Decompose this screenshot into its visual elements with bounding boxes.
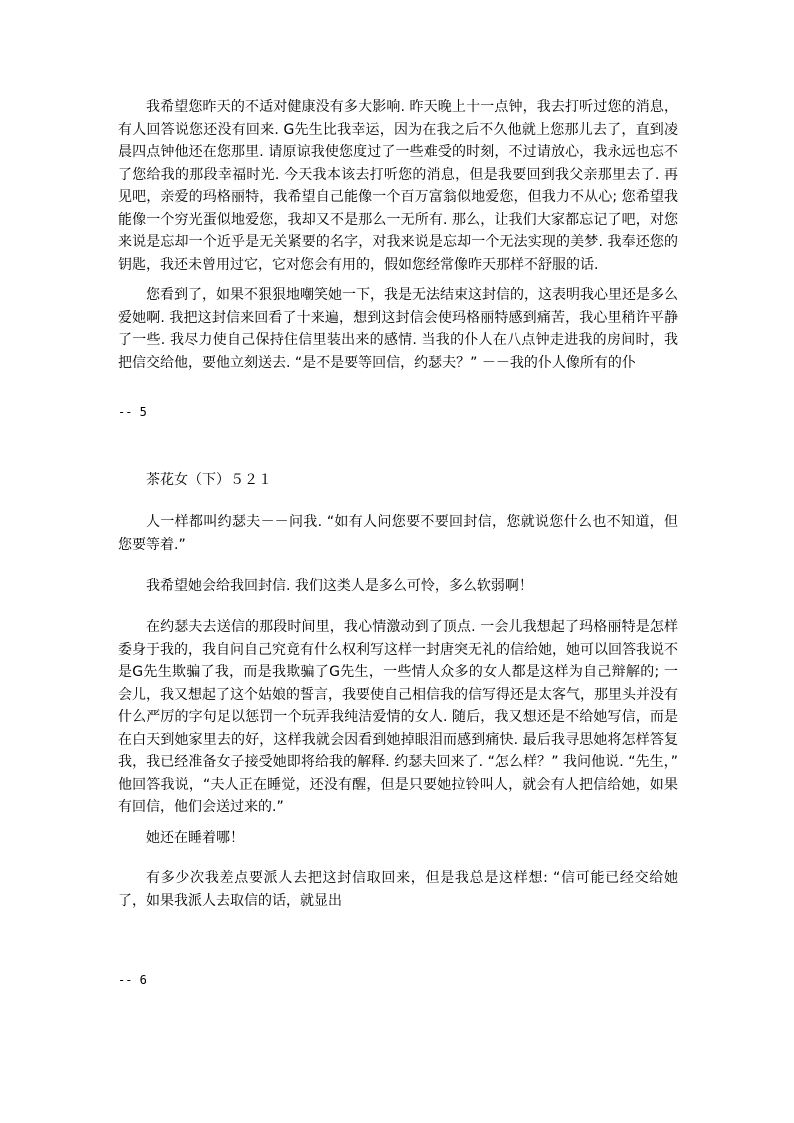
page-number: -- 6 — [118, 973, 147, 987]
paragraph-joseph-question: 人一样都叫约瑟夫－－问我. “如有人问您要不要回封信，您就说您什么也不知道，但您要等着.” — [118, 514, 678, 553]
paragraph-hope-reply: 我希望她会给我回封信. 我们这类人是多么可怜，多么软弱啊！ — [146, 578, 533, 594]
paragraph-still-sleeping: 她还在睡着哪！ — [146, 830, 244, 846]
page-number: -- 5 — [118, 405, 147, 419]
paragraph-waiting: 在约瑟夫去送信的那段时间里，我心情激动到了顶点. 一会儿我想起了玛格丽特是怎样委身于我的，我自问自己究竟有什么权利写这样一封唐突无礼的信给她，她可以回答我说不是G先生欺骗了我，而是我欺骗了G先生，一些情人众多的女人都是这样为自己辩解的; 一会儿，我又想起了这个姑娘的誓言，我要使自己相信我的信写得还是太客气，那里头并没有什么严厉的字句足以惩罚一个玩弄我纯洁爱情的女人. 随后，我又想还是不给她写信，而是在白天到她家里去的好，这样我就会因看到她掉眼泪而感到痛快. 最后我寻思她将怎样答复我，我已经准备女子接受她即将给我的解释. 约瑟夫回来了. “怎么样？” 我问他说. “先生，” 他回答我说，“夫人正在睡觉，还没有醒，但是只要她拉铃叫人，就会有人把信给她，如果有回信，他们会送过来的.” — [118, 619, 678, 815]
paragraph-letter-text: 我希望您昨天的不适对健康没有多大影响. 昨天晚上十一点钟，我去打听过您的消息，有人回答说您还没有回来. G先生比我幸运，因为在我之后不久他就上您那儿去了，直到凌晨四点钟他还在您那里. 请原谅我使您度过了一些难受的时刻，不过请放心，我永远也忘不了您给我的那段幸福时光. 今天我本该去打听您的消息，但是我要回到我父亲那里去了. 再见吧，亲爱的玛格丽特，我希望自己能像一个百万富翁似地爱您，但我力不从心; 您希望我能像一个穷光蛋似地爱您，我却又不是那么一无所有. 那么，让我们大家都忘记了吧，对您来说是忘却一个近乎是无关紧要的名字，对我来说是忘却一个无法实现的美梦. 我奉还您的钥匙，我还未曾用过它，它对您会有用的，假如您经常像昨天那样不舒服的话. — [118, 99, 678, 273]
running-header: 茶花女（下）５２１ — [146, 472, 272, 488]
paragraph-after-letter: 您看到了，如果不狠狠地嘲笑她一下，我是无法结束这封信的，这表明我心里还是多么爱她啊. 我把这封信来回看了十来遍，想到这封信会使玛格丽特感到痛苦，我心里稍许平静了一些. 我尽力使自己保持住信里装出来的感情. 当我的仆人在八点钟走进我的房间时，我把信交给他，要他立刻送去. “是不是要等回信，约瑟夫？” －－我的仆人像所有的仆 — [118, 287, 678, 371]
paragraph-retrieve-letter: 有多少次我差点要派人去把这封信取回来，但是我总是这样想: “信可能已经交给她了，如果我派人去取信的话，就显出 — [118, 870, 678, 909]
